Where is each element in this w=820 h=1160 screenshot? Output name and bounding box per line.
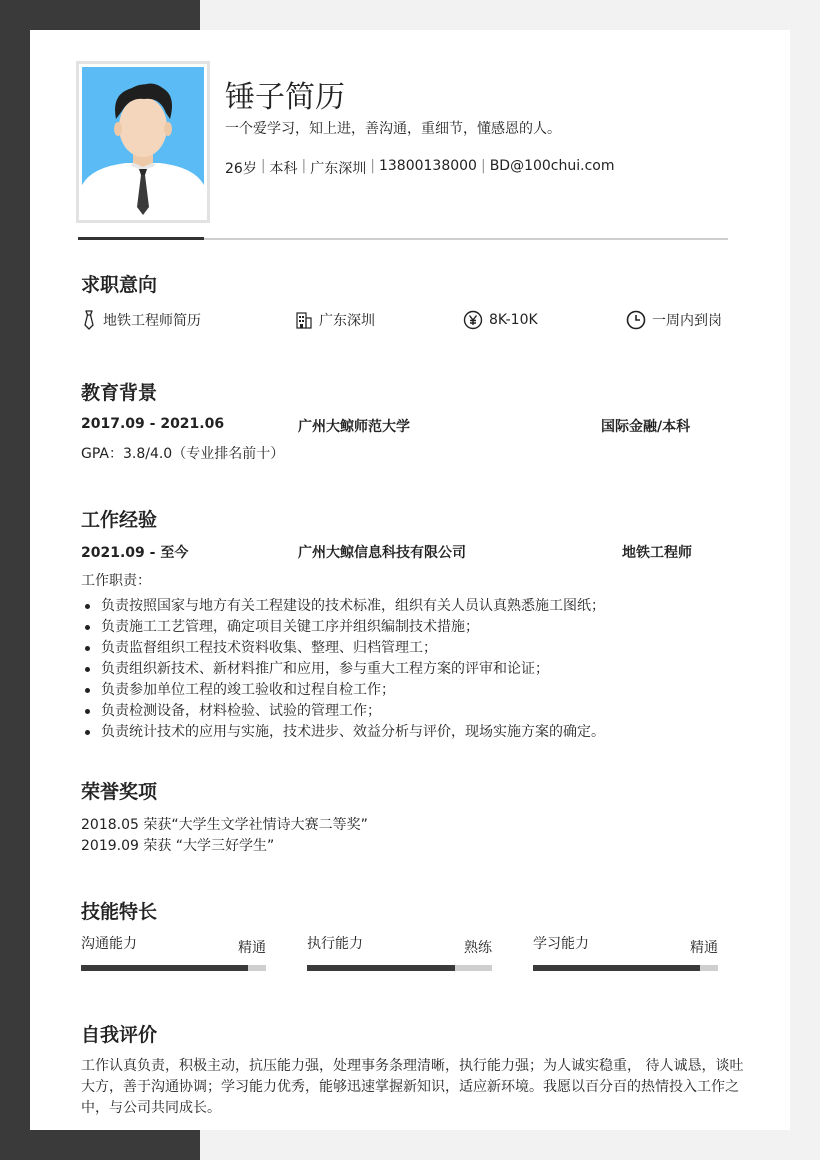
work-role: 地铁工程师 [622,545,692,561]
resume-page [30,30,790,1130]
list-item: 负责监督组织工程技术资料收集、整理、归档管理工； [81,638,605,659]
avatar [82,67,204,217]
intent-availability [626,310,722,330]
intent-city-text: 广东深圳 [319,313,375,329]
work-duties-label: 工作职责： [81,573,151,589]
work-company: 广州大鲸信息科技有限公司 [298,545,466,561]
honor-item: 2019.09 荣获 “大学三好学生” [81,838,275,854]
skill-level: 熟练 [464,940,492,956]
contact-separator: | [370,158,375,174]
education-school: 广州大鲸师范大学 [298,419,410,435]
list-item: 负责施工工艺管理，确定项目关键工序并组织编制技术措施； [81,617,605,638]
skill-name: 学习能力 [533,936,589,952]
contact-line [225,158,614,178]
skill-level: 精通 [238,940,266,956]
resume-motto: 一个爱学习，知上进，善沟通，重细节，懂感恩的人。 [225,121,561,137]
header-divider-accent [78,237,204,240]
contact-separator: | [301,158,307,174]
list-item: 负责统计技术的应用与实施，技术进步、效益分析与评价，现场实施方案的确定。 [81,722,605,743]
skill-bar-track [307,965,492,971]
section-title-skills: 技能特长 [81,901,158,923]
intent-city [295,310,375,330]
section-title-education: 教育背景 [81,382,158,404]
work-period: 2021.09 - 至今 [81,545,189,561]
education-period: 2017.09 - 2021.06 [81,416,225,432]
skill-bar-fill [81,965,248,971]
avatar-illustration [82,67,204,217]
work-duties [81,596,605,743]
tie-icon [81,310,97,330]
self-eval-text: 工作认真负责，积极主动，抗压能力强，处理事务条理清晰，执行能力强；为人诚实稳重， 待人诚恳，谈吐大方，善于沟通协调；学习能力优秀，能够迅速掌握新知识，适应新环境。我愿以百分百的热情投入工作之中，与公司共同成长。 [81,1058,744,1116]
contact-city: 广东深圳 [310,161,367,177]
yen-icon [463,310,483,330]
avatar-frame [76,61,210,223]
skill-name: 沟通能力 [81,936,137,952]
education-gpa: GPA：3.8/4.0（专业排名前十） [81,446,285,462]
list-item: 负责参加单位工程的竣工验收和过程自检工作； [81,680,605,701]
section-title-honors: 荣誉奖项 [81,781,158,803]
section-title-work: 工作经验 [81,509,158,531]
section-title-intent: 求职意向 [81,274,158,296]
skill-bar-track [81,965,266,971]
contact-separator: | [260,158,266,174]
intent-availability-text: 一周内到岗 [652,313,722,329]
skill-bar-fill [307,965,455,971]
skill-bar-track [533,965,718,971]
contact-phone: 13800138000 [378,158,477,174]
list-item: 负责组织新技术、新材料推广和应用，参与重大工程方案的评审和论证； [81,659,605,680]
intent-position [81,310,201,330]
intent-salary [463,310,538,330]
intent-position-text: 地铁工程师简历 [103,313,201,329]
building-icon [295,311,313,329]
honor-item: 2018.05 荣获“大学生文学社情诗大赛二等奖” [81,817,368,833]
contact-degree: 本科 [269,161,298,177]
skill-level: 精通 [690,940,718,956]
contact-age: 26岁 [225,161,257,177]
resume-name: 锤子简历 [225,80,345,115]
list-item: 负责按照国家与地方有关工程建设的技术标准，组织有关人员认真熟悉施工图纸； [81,596,605,617]
skill-bar-fill [533,965,700,971]
clock-icon [626,310,646,330]
contact-separator: | [480,158,486,174]
intent-salary-text: 8K-10K [489,312,538,328]
list-item: 负责检测设备，材料检验、试验的管理工作； [81,701,605,722]
section-title-self-eval: 自我评价 [81,1024,158,1046]
education-major: 国际金融/本科 [601,419,691,435]
contact-email[interactable]: BD@100chui.com [489,158,615,174]
skill-name: 执行能力 [307,936,363,952]
